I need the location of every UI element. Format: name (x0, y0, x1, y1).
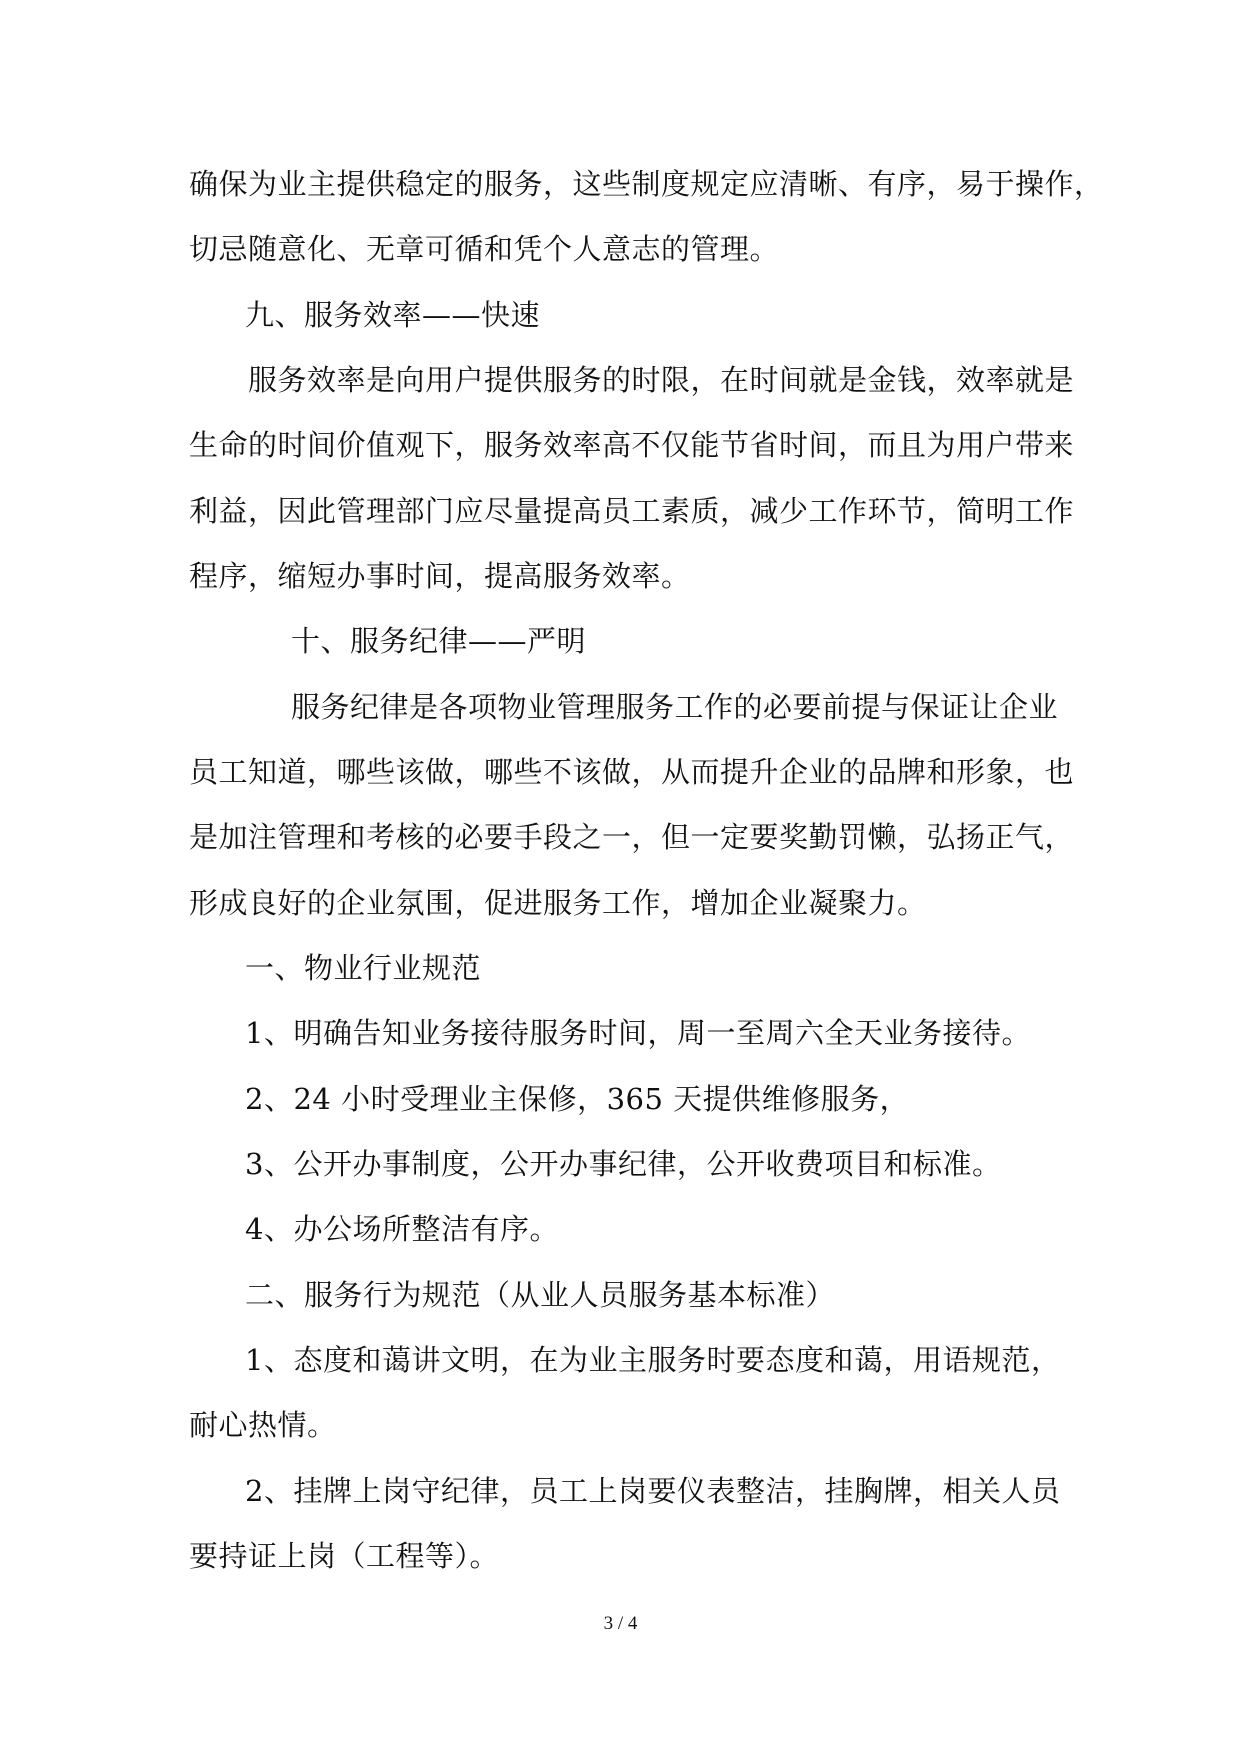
body-line: 生命的时间价值观下，服务效率高不仅能节省时间，而且为用户带来 (189, 428, 1075, 462)
section-heading: 十、服务纪律——严明 (291, 624, 587, 658)
body-line: 确保为业主提供稳定的服务，这些制度规定应清晰、有序，易于操作， (189, 167, 1104, 201)
section-heading: 九、服务效率——快速 (245, 298, 541, 332)
body-line: 服务效率是向用户提供服务的时限，在时间就是金钱，效率就是 (248, 363, 1075, 397)
body-line: 耐心热情。 (189, 1408, 337, 1442)
body-line: 员工知道，哪些该做，哪些不该做，从而提升企业的品牌和形象，也 (189, 755, 1075, 789)
list-item: 2、24 小时受理业主保修，365 天提供维修服务， (245, 1082, 910, 1116)
body-line: 形成良好的企业氛围，促进服务工作，增加企业凝聚力。 (189, 886, 927, 920)
body-line: 服务纪律是各项物业管理服务工作的必要前提与保证让企业 (291, 690, 1059, 724)
section-heading: 二、服务行为规范（从业人员服务基本标准） (245, 1278, 836, 1312)
list-item: 1、态度和蔼讲文明，在为业主服务时要态度和蔼，用语规范， (245, 1343, 1061, 1377)
list-item: 3、公开办事制度，公开办事纪律，公开收费项目和标准。 (245, 1147, 1002, 1181)
body-line: 利益，因此管理部门应尽量提高员工素质，减少工作环节，简明工作 (189, 494, 1075, 528)
body-line: 要持证上岗（工程等）。 (189, 1539, 500, 1573)
list-item: 4、办公场所整洁有序。 (245, 1212, 559, 1246)
list-item: 1、明确告知业务接待服务时间，周一至周六全天业务接待。 (245, 1016, 1031, 1050)
body-line: 程序，缩短办事时间，提高服务效率。 (189, 559, 691, 593)
page-number: 3 / 4 (603, 1613, 638, 1634)
list-item: 2、挂牌上岗守纪律，员工上岗要仪表整洁，挂胸牌，相关人员 (245, 1474, 1061, 1508)
body-line: 是加注管理和考核的必要手段之一，但一定要奖勤罚懒，弘扬正气， (189, 820, 1075, 854)
section-heading: 一、物业行业规范 (245, 951, 482, 985)
body-line: 切忌随意化、无章可循和凭个人意志的管理。 (189, 232, 780, 266)
